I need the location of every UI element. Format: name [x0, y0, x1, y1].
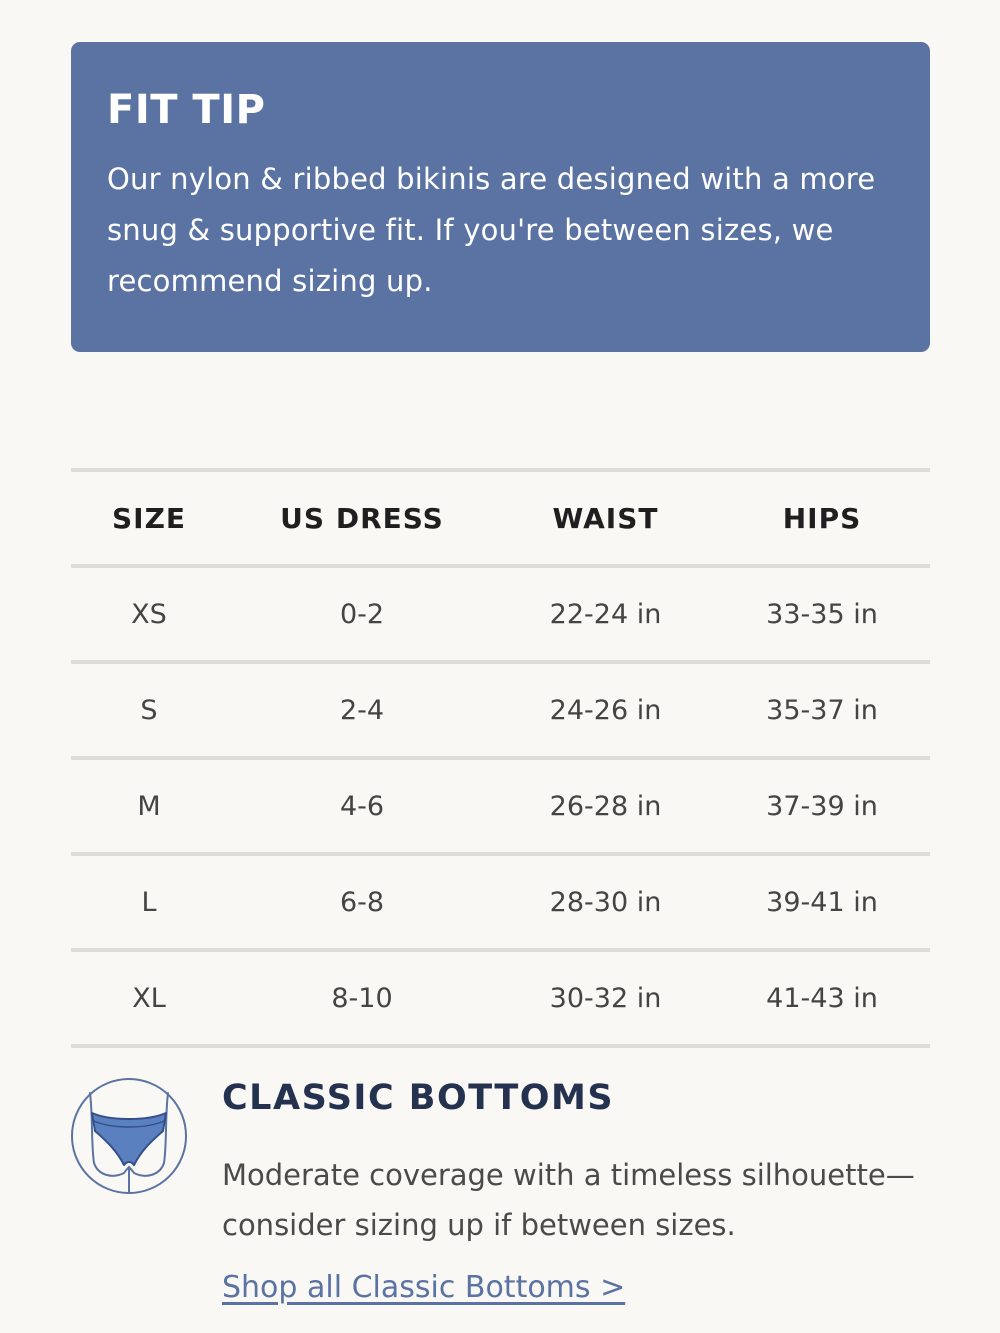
header-us-dress: US DRESS: [227, 470, 497, 566]
fit-tip-body: Our nylon & ribbed bikinis are designed with a more snug & supportive fit. If you're between sizes, we recommend sizing up.: [107, 162, 876, 298]
fit-tip-panel: [71, 42, 930, 352]
cell-hips: 35-37 in: [714, 662, 930, 758]
table-row: [71, 566, 930, 662]
header-hips: HIPS: [714, 470, 930, 566]
cell-us-dress: 2-4: [227, 662, 497, 758]
bikini-bottom-icon: [70, 1077, 188, 1195]
cell-waist: 24-26 in: [497, 662, 714, 758]
table-row: [71, 758, 930, 854]
cell-waist: 22-24 in: [497, 566, 714, 662]
header-waist: WAIST: [497, 470, 714, 566]
cell-hips: 39-41 in: [714, 854, 930, 950]
cell-us-dress: 8-10: [227, 950, 497, 1046]
header-size: SIZE: [71, 470, 227, 566]
cell-waist: 26-28 in: [497, 758, 714, 854]
table-row: [71, 854, 930, 950]
table-row: [71, 950, 930, 1046]
cell-size: S: [71, 662, 227, 758]
table-row: [71, 662, 930, 758]
classic-bottoms-description: Moderate coverage with a timeless silhouette—consider sizing up if between sizes.: [222, 1158, 915, 1242]
cell-size: XS: [71, 566, 227, 662]
cell-hips: 37-39 in: [714, 758, 930, 854]
cell-hips: 33-35 in: [714, 566, 930, 662]
cell-size: L: [71, 854, 227, 950]
cell-waist: 28-30 in: [497, 854, 714, 950]
cell-waist: 30-32 in: [497, 950, 714, 1046]
fit-tip-title: FIT TIP: [107, 87, 266, 133]
classic-bottoms-title: CLASSIC BOTTOMS: [222, 1078, 615, 1118]
cell-hips: 41-43 in: [714, 950, 930, 1046]
cell-us-dress: 4-6: [227, 758, 497, 854]
size-chart-header-row: [71, 470, 930, 566]
cell-size: M: [71, 758, 227, 854]
size-chart-table: [71, 468, 930, 1048]
cell-us-dress: 0-2: [227, 566, 497, 662]
cell-us-dress: 6-8: [227, 854, 497, 950]
cell-size: XL: [71, 950, 227, 1046]
shop-classic-bottoms-link[interactable]: Shop all Classic Bottoms >: [222, 1270, 626, 1305]
